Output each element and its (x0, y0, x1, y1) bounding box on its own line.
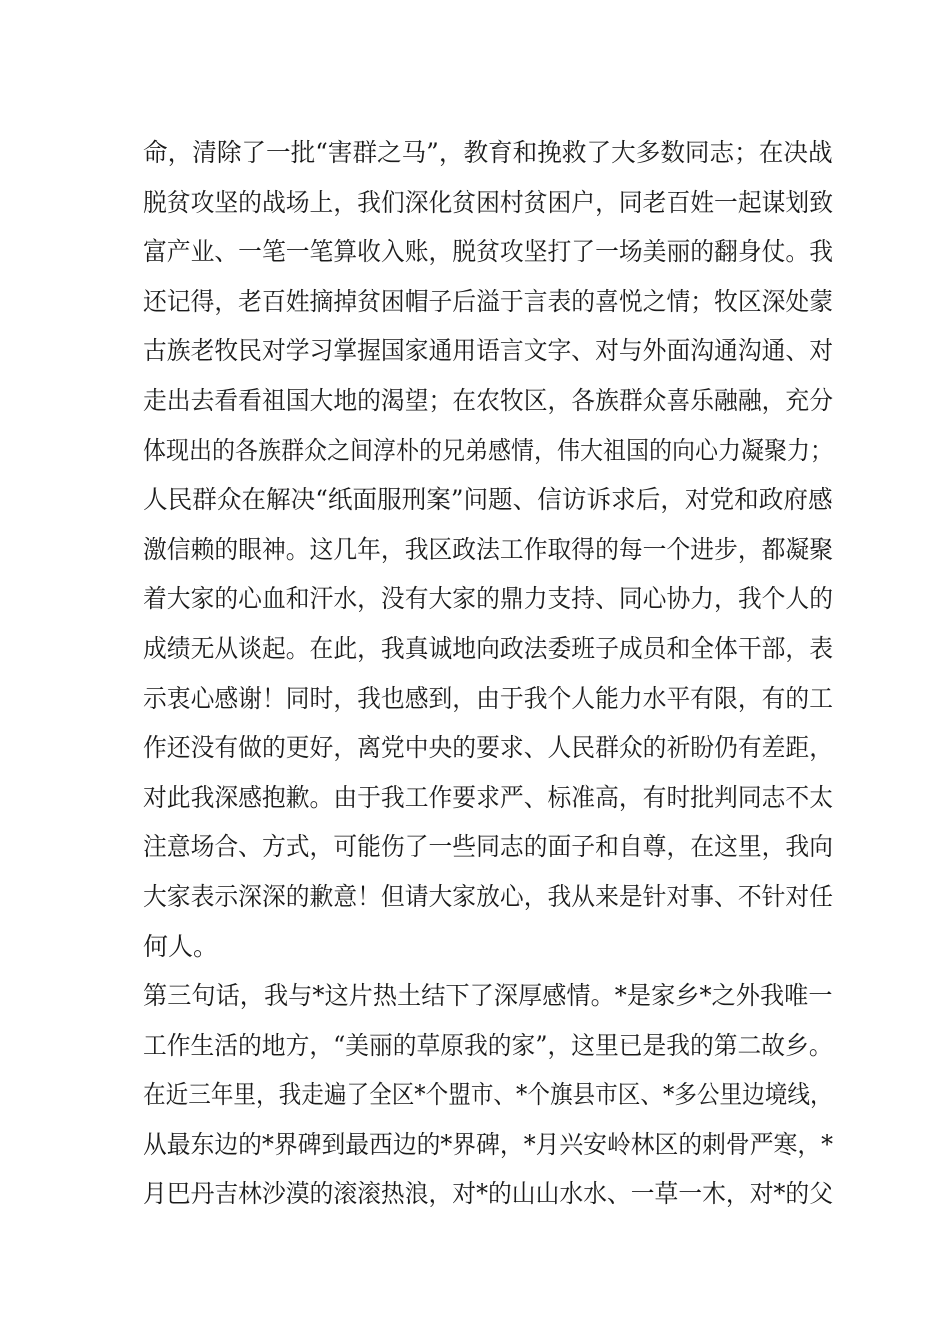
text-line: 着大家的心血和汗水，没有大家的鼎力支持、同心协力，我个人的 (143, 584, 834, 614)
text-line: 对此我深感抱歉。由于我工作要求严、标准高，有时批判同志不太 (143, 782, 834, 812)
text-line: 大家表示深深的歉意！但请大家放心，我从来是针对事、不针对任 (143, 881, 834, 911)
text-line: 月巴丹吉林沙漠的滚滚热浪，对*的山山水水、一草一木，对*的父 (143, 1179, 834, 1209)
text-line: 激信赖的眼神。这几年，我区政法工作取得的每一个进步，都凝聚 (143, 534, 834, 564)
text-line: 脱贫攻坚的战场上，我们深化贫困村贫困户，同老百姓一起谋划致 (143, 187, 834, 217)
text-line: 从最东边的*界碑到最西边的*界碑，*月兴安岭林区的刺骨严寒，* (143, 1129, 834, 1159)
body-text (143, 128, 833, 1219)
text-line: 第三句话，我与*这片热土结下了深厚感情。*是家乡*之外我唯一 (143, 981, 833, 1011)
text-line: 注意场合、方式，可能伤了一些同志的面子和自尊，在这里，我向 (143, 832, 834, 862)
text-line: 作还没有做的更好，离党中央的要求、人民群众的祈盼仍有差距， (143, 733, 834, 763)
text-line: 在近三年里，我走遍了全区*个盟市、*个旗县市区、*多公里边境线， (143, 1080, 833, 1110)
text-line: 走出去看看祖国大地的渴望；在农牧区，各族群众喜乐融融，充分 (143, 385, 834, 415)
text-line: 富产业、一笔一笔算收入账，脱贫攻坚打了一场美丽的翻身仗。我 (143, 237, 834, 267)
text-line: 人民群众在解决“纸面服刑案”问题、信访诉求后，对党和政府感 (143, 485, 833, 515)
text-line: 何人。 (143, 931, 219, 961)
text-line: 命，清除了一批“害群之马”，教育和挽救了大多数同志；在决战 (143, 138, 833, 167)
text-line: 成绩无从谈起。在此，我真诚地向政法委班子成员和全体干部，表 (143, 633, 834, 663)
text-line: 示衷心感谢！同时，我也感到，由于我个人能力水平有限，有的工 (143, 683, 834, 713)
text-line: 还记得，老百姓摘掉贫困帽子后溢于言表的喜悦之情；牧区深处蒙 (143, 286, 834, 316)
text-line: 体现出的各族群众之间淳朴的兄弟感情，伟大祖国的向心力凝聚力； (143, 435, 834, 465)
text-line: 工作生活的地方，“美丽的草原我的家”，这里已是我的第二故乡。 (143, 1030, 833, 1060)
text-line: 古族老牧民对学习掌握国家通用语言文字、对与外面沟通沟通、对 (143, 336, 834, 366)
